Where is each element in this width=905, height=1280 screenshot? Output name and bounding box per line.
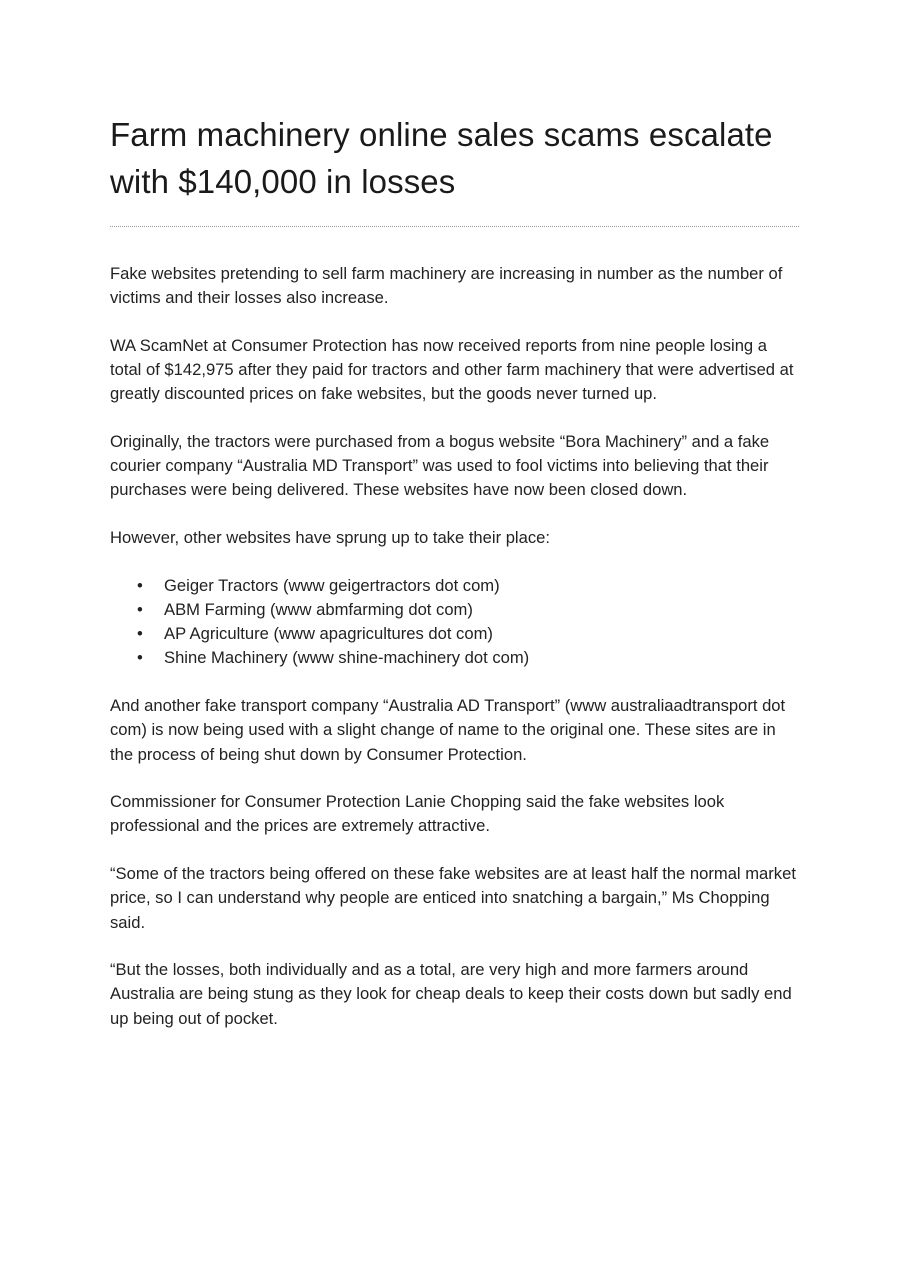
article-title-line-2: with $140,000 in losses — [110, 163, 456, 200]
fake-websites-list — [110, 574, 800, 671]
list-item — [137, 646, 800, 670]
paragraph-commissioner-statement: Commissioner for Consumer Protection Lanie Chopping said the fake websites look professional and the prices are extremely attractive. — [110, 792, 725, 836]
list-item-text: Geiger Tractors (www geigertractors dot com) — [164, 575, 500, 595]
list-item — [137, 622, 800, 646]
paragraph-quote-losses: “But the losses, both individually and as a total, are very high and more farmers around Australia are being stung as they look for cheap deals to keep their costs down but sadly end up being out of pocket. — [110, 960, 792, 1028]
bullet-icon: • — [137, 648, 143, 668]
bullet-icon: • — [137, 600, 143, 620]
bullet-icon: • — [137, 575, 143, 595]
article-title — [110, 111, 800, 205]
list-item — [137, 598, 800, 622]
paragraph-intro: Fake websites pretending to sell farm machinery are increasing in number as the number of victims and their losses also increase. — [110, 264, 783, 308]
paragraph-fake-transport: And another fake transport company “Australia AD Transport” (www australiaadtransport dot com) is now being used with a slight change of name to the original one. These sites are in the process of being shut down by Consumer Protection. — [110, 696, 786, 764]
paragraph-scamnet-reports: WA ScamNet at Consumer Protection has now received reports from nine people losing a total of $142,975 after they paid for tractors and other farm machinery that were advertised at greatly discounted prices on fake websites, but the goods never turned up. — [110, 335, 794, 404]
article-title-line-1: Farm machinery online sales scams escalate — [110, 116, 773, 153]
list-item — [137, 574, 800, 598]
article-body — [110, 262, 800, 1031]
document-page — [110, 111, 800, 1054]
title-divider — [110, 226, 799, 227]
list-item-text: ABM Farming (www abmfarming dot com) — [164, 600, 473, 620]
paragraph-new-websites-intro: However, other websites have sprung up to take their place: — [110, 528, 550, 548]
paragraph-quote-prices: “Some of the tractors being offered on these fake websites are at least half the normal market price, so I can understand why people are enticed into snatching a bargain,” Ms Chopping said. — [110, 864, 796, 932]
paragraph-original-websites: Originally, the tractors were purchased from a bogus website “Bora Machinery” and a fake courier company “Australia MD Transport” was used to fool victims into believing that their purchases were being delivered. These websites have now been closed down. — [110, 432, 770, 500]
bullet-icon: • — [137, 624, 143, 644]
list-item-text: Shine Machinery (www shine-machinery dot com) — [164, 648, 530, 668]
list-item-text: AP Agriculture (www apagricultures dot com) — [164, 624, 493, 644]
